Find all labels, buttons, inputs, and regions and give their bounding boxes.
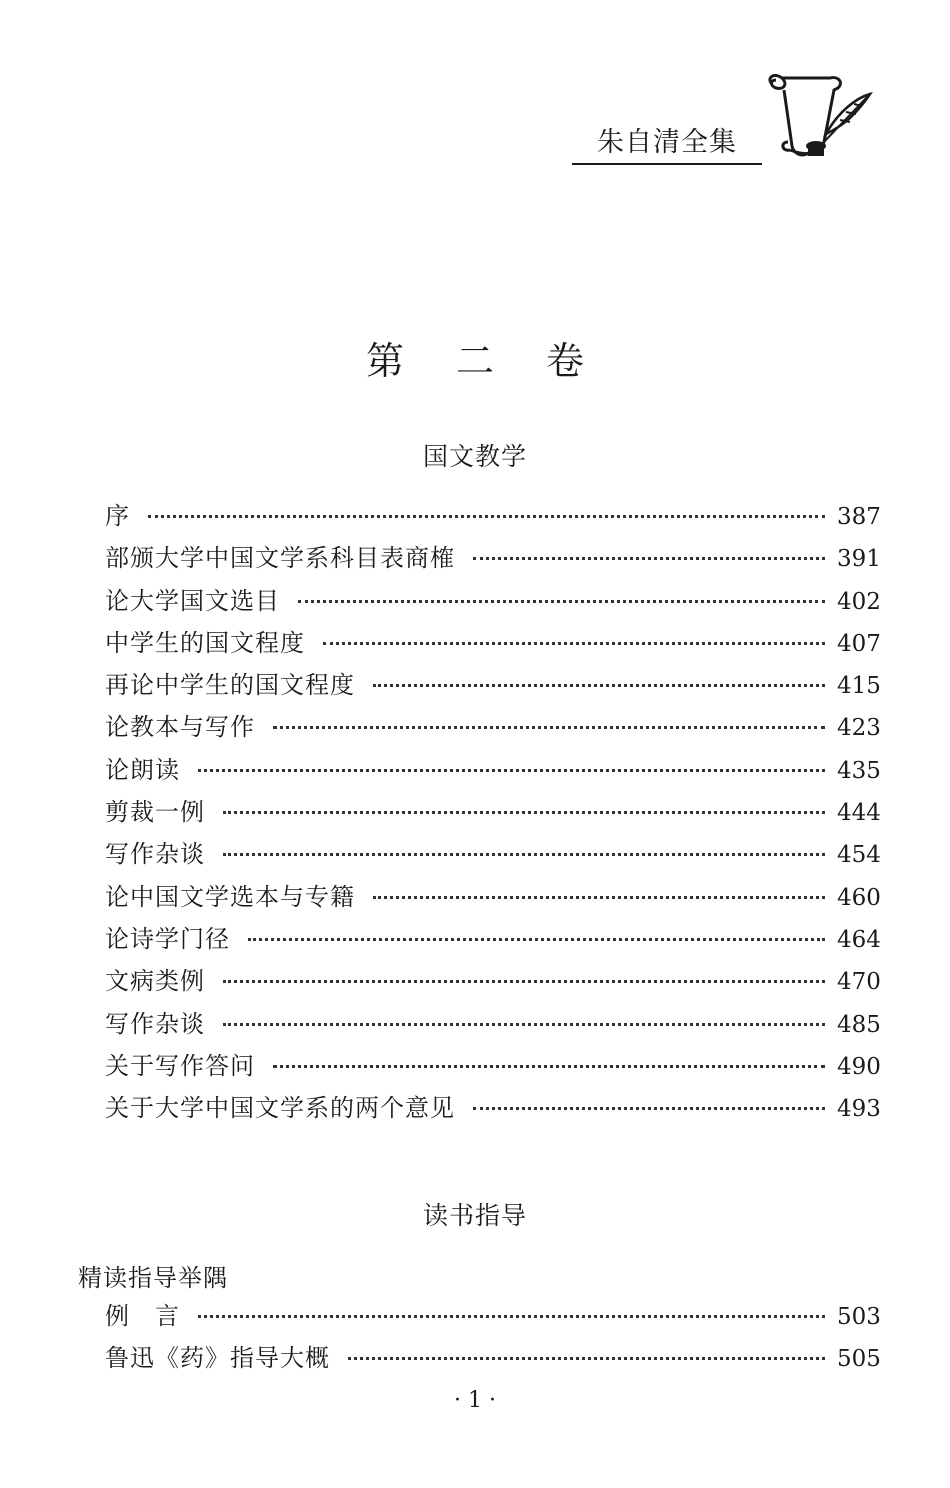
- dot-leader: [473, 557, 825, 560]
- toc-entry-title: 剪裁一例: [105, 798, 205, 827]
- toc-entry[interactable]: [105, 792, 881, 834]
- toc-entry-page: 460: [837, 884, 881, 911]
- toc-entry[interactable]: [105, 581, 881, 623]
- page-number: · 1 ·: [454, 1388, 496, 1413]
- toc-entry[interactable]: [105, 1004, 881, 1046]
- dot-leader: [273, 1065, 825, 1068]
- toc-entry-title: 文病类例: [105, 967, 205, 996]
- toc-entry[interactable]: [105, 1046, 881, 1088]
- toc-entry-title: 论朗读: [105, 755, 180, 784]
- toc-entry-page: 391: [837, 546, 881, 573]
- toc-entry-page: 485: [837, 1011, 881, 1038]
- toc-entry-page: 454: [837, 842, 881, 869]
- dot-leader: [348, 1357, 825, 1360]
- toc-entry-title: 再论中学生的国文程度: [105, 671, 355, 700]
- dot-leader: [198, 1315, 825, 1318]
- section-heading: 国文教学: [422, 442, 527, 471]
- toc-entry-page: 444: [837, 800, 881, 827]
- toc-list: [105, 1296, 881, 1381]
- toc-entry-title: 关于大学中国文学系的两个意见: [105, 1094, 455, 1123]
- toc-entry[interactable]: [105, 877, 881, 919]
- toc-entry-page: 402: [837, 588, 881, 615]
- toc-entry[interactable]: [105, 538, 881, 580]
- toc-entry[interactable]: [105, 919, 881, 961]
- toc-entry-title: 论大学国文选目: [105, 586, 280, 615]
- book-title: 朱自清全集: [572, 120, 762, 165]
- dot-leader: [273, 726, 825, 729]
- toc-entry[interactable]: [105, 750, 881, 792]
- toc-entry-title: 中学生的国文程度: [105, 628, 305, 657]
- toc-entry[interactable]: [105, 1296, 881, 1338]
- toc-entry[interactable]: [105, 961, 881, 1003]
- dot-leader: [223, 1023, 825, 1026]
- toc-entry-page: 505: [837, 1346, 881, 1373]
- dot-leader: [223, 853, 825, 856]
- toc-entry-title: 论教本与写作: [105, 713, 255, 742]
- toc-entry-title: 写作杂谈: [105, 840, 205, 869]
- scroll-quill-icon: [760, 72, 875, 162]
- volume-title-char: 卷: [546, 339, 585, 383]
- toc-entry[interactable]: [105, 623, 881, 665]
- dot-leader: [248, 938, 825, 941]
- dot-leader: [373, 684, 825, 687]
- toc-entry-page: 490: [837, 1053, 881, 1080]
- dot-leader: [298, 600, 825, 603]
- toc-entry-page: 423: [837, 715, 881, 742]
- volume-title: [0, 330, 950, 385]
- dot-leader: [323, 642, 825, 645]
- toc-entry[interactable]: [105, 496, 881, 538]
- toc-entry-page: 464: [837, 926, 881, 953]
- toc-entry-title: 鲁迅《药》指导大概: [105, 1344, 330, 1373]
- toc-entry-page: 407: [837, 630, 881, 657]
- dot-leader: [373, 896, 825, 899]
- dot-leader: [223, 811, 825, 814]
- toc-entry[interactable]: [105, 834, 881, 876]
- toc-entry[interactable]: [105, 1088, 881, 1130]
- volume-title-char: 二: [455, 339, 494, 383]
- toc-entry-title: 部颁大学中国文学系科目表商榷: [105, 544, 455, 573]
- dot-leader: [473, 1107, 825, 1110]
- subgroup-title: 精读指导举隅: [78, 1264, 228, 1292]
- toc-entry[interactable]: [105, 665, 881, 707]
- toc-entry-title: 论诗学门径: [105, 924, 230, 953]
- toc-entry[interactable]: [105, 707, 881, 749]
- dot-leader: [148, 515, 825, 518]
- toc-entry-page: 435: [837, 757, 881, 784]
- toc-entry-page: 503: [837, 1304, 881, 1330]
- volume-title-char: 第: [365, 339, 404, 383]
- toc-entry-title: 关于写作答问: [105, 1051, 255, 1080]
- toc-entry-title: 写作杂谈: [105, 1009, 205, 1038]
- toc-entry-page: 470: [837, 969, 881, 996]
- toc-entry-page: 493: [837, 1096, 881, 1123]
- dot-leader: [223, 980, 825, 983]
- toc-entry-title: 论中国文学选本与专籍: [105, 882, 355, 911]
- toc-entry-title: 序: [105, 502, 130, 530]
- section-heading: 读书指导: [422, 1201, 527, 1230]
- toc-entry-page: 415: [837, 673, 881, 700]
- toc-list: [105, 496, 881, 1130]
- toc-entry-page: 387: [837, 504, 881, 530]
- toc-entry[interactable]: [105, 1338, 881, 1380]
- dot-leader: [198, 769, 825, 772]
- toc-entry-title: 例 言: [105, 1302, 180, 1330]
